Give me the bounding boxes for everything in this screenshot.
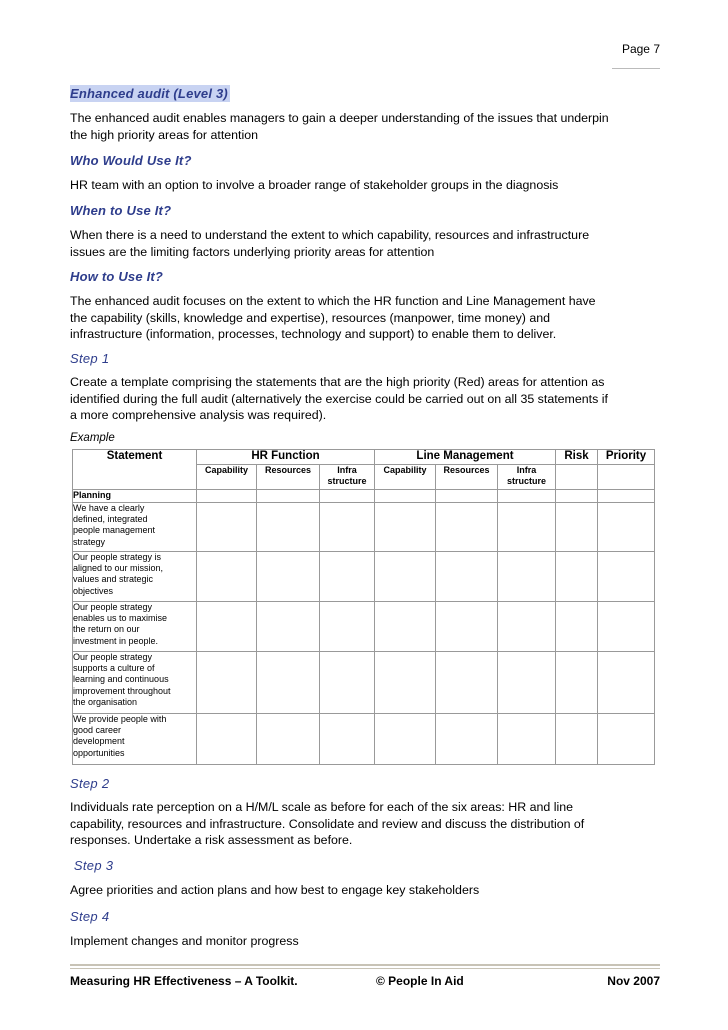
step-4-text xyxy=(70,933,670,950)
subheader-risk-blank xyxy=(556,465,598,490)
subheader-hr-resources: Resources xyxy=(257,465,320,490)
table-row xyxy=(73,503,655,552)
example-label: Example xyxy=(70,432,115,444)
header-risk: Risk xyxy=(556,450,598,465)
table-row xyxy=(73,714,655,765)
statement-line: the return on our xyxy=(73,624,140,635)
subheader-lm-resources: Resources xyxy=(436,465,498,490)
statement-line: We have a clearly xyxy=(73,503,145,513)
footer-title: Measuring HR Effectiveness – A Toolkit. xyxy=(70,974,298,988)
statement-cell xyxy=(73,714,197,765)
table-header-row xyxy=(73,450,655,465)
table-row xyxy=(73,602,655,652)
who-text xyxy=(70,177,670,194)
step-3-text xyxy=(70,882,670,899)
footer-rule xyxy=(70,964,660,966)
text-line: Implement changes and monitor progress xyxy=(70,934,299,948)
step-1-text xyxy=(70,374,670,424)
statement-line: learning and continuous xyxy=(73,674,169,685)
table-row-planning xyxy=(73,490,655,503)
table-row xyxy=(73,652,655,714)
text-line: Agree priorities and action plans and how best to engage key stakeholders xyxy=(70,883,480,897)
statement-line: Our people strategy xyxy=(73,652,153,662)
statement-cell xyxy=(73,602,197,652)
subheader-line: Infra xyxy=(516,465,537,475)
statement-cell xyxy=(73,552,197,602)
text-line: issues are the limiting factors underlying priority areas for attention xyxy=(70,244,435,259)
subheader-lm-infrastructure xyxy=(498,465,556,490)
example-table xyxy=(72,449,655,765)
statement-line: defined, integrated xyxy=(73,514,148,525)
text-line: Create a template comprising the statements that are the high priority (Red) areas for attention as xyxy=(70,375,605,389)
text-line: responses. Undertake a risk assessment as before. xyxy=(70,833,353,847)
statement-line: enables us to maximise xyxy=(73,613,168,624)
text-line: the high priority areas for attention xyxy=(70,127,259,142)
text-line: a more comprehensive analysis was required). xyxy=(70,408,327,422)
text-line: capability, resources and infrastructure. Consolidate and review and discuss the distribution of xyxy=(70,816,585,831)
statement-line: development xyxy=(73,736,125,747)
footer-copyright: © People In Aid xyxy=(376,974,464,988)
statement-line: the organisation xyxy=(73,696,138,707)
footer-rule-thin xyxy=(70,968,660,969)
page-number: Page 7 xyxy=(621,42,660,56)
subheader-blank xyxy=(73,465,197,490)
footer-date: Nov 2007 xyxy=(607,974,660,988)
text-line: The enhanced audit enables managers to gain a deeper understanding of the issues that underpin xyxy=(70,111,609,125)
planning-label: Planning xyxy=(73,490,197,503)
subheader-line: Infra xyxy=(337,465,357,475)
step-2-heading: Step 2 xyxy=(70,776,110,791)
text-line: infrastructure (information, processes, technology and support) to enable them to deliver. xyxy=(70,327,557,341)
statement-line: aligned to our mission, xyxy=(73,563,164,574)
step-4-heading: Step 4 xyxy=(70,909,110,924)
how-text xyxy=(70,293,670,343)
section-heading-how: How to Use It? xyxy=(70,269,164,284)
statement-line: supports a culture of xyxy=(73,663,155,674)
header-statement: Statement xyxy=(73,450,197,465)
statement-line: Our people strategy is xyxy=(73,552,162,562)
statement-line: values and strategic xyxy=(73,574,154,585)
step-3-heading: Step 3 xyxy=(70,858,114,873)
section-heading-who: Who Would Use It? xyxy=(70,153,192,168)
table-row xyxy=(73,552,655,602)
step-1-heading: Step 1 xyxy=(70,351,110,366)
statement-line: investment in people. xyxy=(73,635,159,646)
subheader-line: structure xyxy=(506,476,546,486)
header-line-management: Line Management xyxy=(375,450,556,465)
page-number-rule xyxy=(612,68,660,69)
text-line: When there is a need to understand the extent to which capability, resources and infrastructure xyxy=(70,228,590,242)
statement-line: improvement throughout xyxy=(73,685,171,696)
header-hr-function: HR Function xyxy=(197,450,375,465)
subheader-hr-capability: Capability xyxy=(197,465,257,490)
subheader-line: structure xyxy=(327,476,367,486)
statement-line: We provide people with xyxy=(73,714,167,724)
subheader-priority-blank xyxy=(598,465,655,490)
statement-line: objectives xyxy=(73,585,114,596)
statement-line: good career xyxy=(73,725,122,736)
when-text xyxy=(70,227,670,260)
subheader-lm-capability: Capability xyxy=(375,465,436,490)
subheader-hr-infrastructure xyxy=(320,465,375,490)
text-line: the capability (skills, knowledge and expertise), resources (manpower, time money) and xyxy=(70,310,551,325)
step-2-text xyxy=(70,799,670,849)
highlighted-heading-text: Enhanced audit (Level 3) xyxy=(70,86,228,101)
enhanced-audit-text xyxy=(70,110,670,143)
section-heading-enhanced-audit xyxy=(70,86,230,101)
table-subheader-row xyxy=(73,465,655,490)
statement-line: Our people strategy xyxy=(73,602,153,612)
text-line: identified during the full audit (alternatively the exercise could be carried out on all 35 statements if xyxy=(70,391,608,406)
statement-line: opportunities xyxy=(73,747,125,758)
statement-cell xyxy=(73,652,197,714)
text-line: The enhanced audit focuses on the extent to which the HR function and Line Management have xyxy=(70,294,596,308)
header-priority: Priority xyxy=(598,450,655,465)
statement-line: strategy xyxy=(73,536,106,547)
statement-cell xyxy=(73,503,197,552)
statement-line: people management xyxy=(73,525,156,536)
text-line: Individuals rate perception on a H/M/L scale as before for each of the six areas: HR and line xyxy=(70,800,574,814)
text-line: HR team with an option to involve a broader range of stakeholder groups in the diagnosis xyxy=(70,178,559,192)
section-heading-when: When to Use It? xyxy=(70,203,172,218)
